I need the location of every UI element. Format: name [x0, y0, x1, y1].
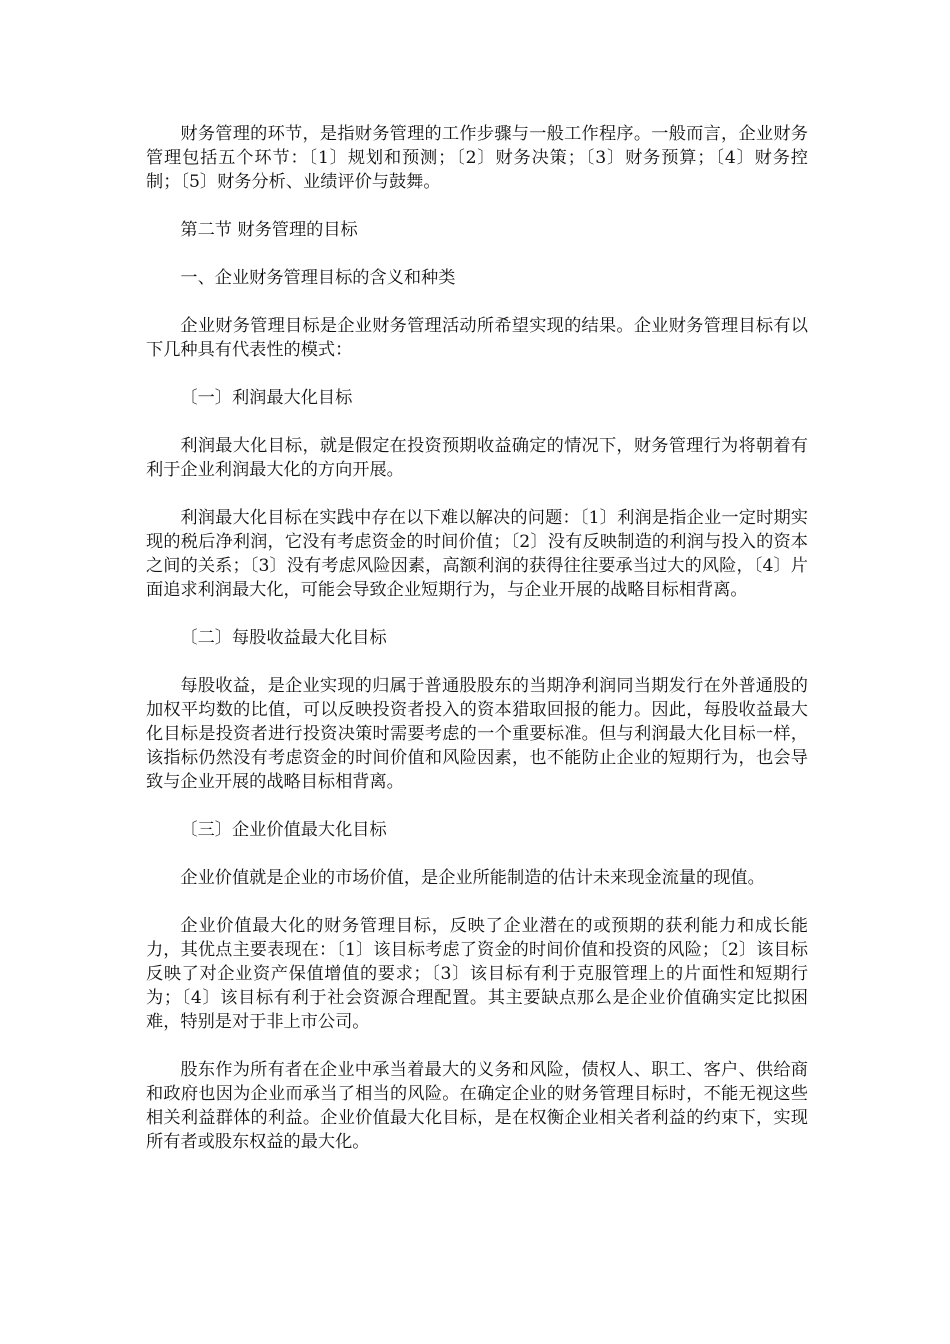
paragraph-profit-maximization-definition: 利润最大化目标，就是假定在投资预期收益确定的情况下，财务管理行为将朝着有利于企业利润最大化的方向开展。 [146, 436, 808, 480]
paragraph-stakeholders: 股东作为所有者在企业中承当着最大的义务和风险，债权人、职工、客户、供给商和政府也因为企业而承当了相当的风险。在确定企业的财务管理目标时，不能无视这些相关利益群体的利益。企业价值最大化目标，是在权衡企业相关者利益的约束下，实现所有者或股东权益的最大化。 [146, 1060, 808, 1152]
subheading-eps-maximization: 〔二〕每股收益最大化目标 [180, 628, 387, 648]
paragraph-goal-definition: 企业财务管理目标是企业财务管理活动所希望实现的结果。企业财务管理目标有以下几种具有代表性的模式： [146, 316, 808, 360]
paragraph-financial-management-stages: 财务管理的环节，是指财务管理的工作步骤与一般工作程序。一般而言，企业财务管理包括五个环节：〔1〕规划和预测；〔2〕财务决策；〔3〕财务预算；〔4〕财务控制；〔5〕财务分析、业绩评价与鼓舞。 [146, 124, 808, 192]
subheading-goal-meaning-and-types: 一、企业财务管理目标的含义和种类 [180, 268, 456, 288]
subheading-enterprise-value-maximization: 〔三〕企业价值最大化目标 [180, 820, 387, 840]
document-body [146, 122, 808, 1154]
paragraph-profit-maximization-problems: 利润最大化目标在实践中存在以下难以解决的问题：〔1〕利润是指企业一定时期实现的税后净利润，它没有考虑资金的时间价值；〔2〕没有反映制造的利润与投入的资本之间的关系；〔3〕没有考虑风险因素，高额利润的获得往往要承当过大的风险，〔4〕片面追求利润最大化，可能会导致企业短期行为，与企业开展的战略目标相背离。 [146, 508, 808, 600]
section-heading-financial-management-goals: 第二节 财务管理的目标 [180, 220, 358, 240]
paragraph-enterprise-value-advantages: 企业价值最大化的财务管理目标，反映了企业潜在的或预期的获利能力和成长能力，其优点主要表现在：〔1〕该目标考虑了资金的时间价值和投资的风险；〔2〕该目标反映了对企业资产保值增值的要求；〔3〕该目标有利于克服管理上的片面性和短期行为；〔4〕该目标有利于社会资源合理配置。其主要缺点那么是企业价值确实定比拟困难，特别是对于非上市公司。 [146, 916, 808, 1032]
subheading-profit-maximization: 〔一〕利润最大化目标 [180, 388, 353, 408]
paragraph-enterprise-value-definition: 企业价值就是企业的市场价值，是企业所能制造的估计未来现金流量的现值。 [180, 868, 765, 888]
paragraph-eps-maximization: 每股收益，是企业实现的归属于普通股股东的当期净利润同当期发行在外普通股的加权平均数的比值，可以反映投资者投入的资本猎取回报的能力。因此，每股收益最大化目标是投资者进行投资决策时需要考虑的一个重要标准。但与利润最大化目标一样，该指标仍然没有考虑资金的时间价值和风险因素，也不能防止企业的短期行为，也会导致与企业开展的战略目标相背离。 [146, 676, 808, 792]
